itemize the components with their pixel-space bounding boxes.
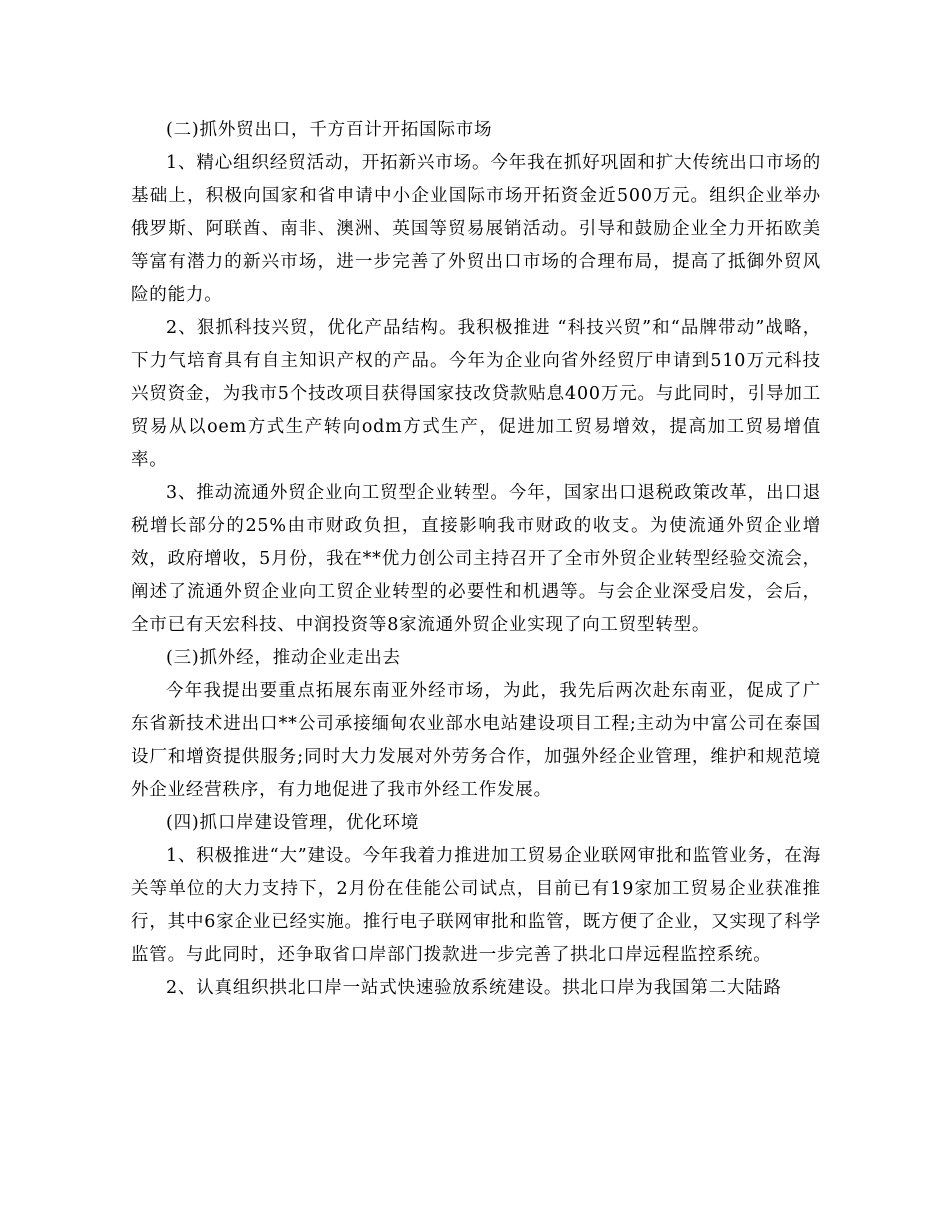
paragraph-online-approval: 1、积极推进“大”建设。今年我着力推进加工贸易企业联网审批和监管业务，在海关等单位的大力支持下，2月份在佳能公司试点，目前已有19家加工贸易企业获准推行，其中6家企业已经实施。推行电子联网审批和监管，既方便了企业，又实现了科学监管。与此同时，还争取省口岸部门拨款进一步完善了拱北口岸远程监控系统。 [131,846,821,965]
paragraph-trade-activities: 1、精心组织经贸活动，开拓新兴市场。今年我在抓好巩固和扩大传统出口市场的基础上，积极向国家和省申请中小企业国际市场开拓资金近500万元。组织企业举办俄罗斯、阿联酋、南非、澳洲、英国等贸易展销活动。引导和鼓励企业全力开拓欧美等富有潜力的新兴市场，进一步完善了外贸出口市场的合理布局，提高了抵御外贸风险的能力。 [131,153,821,305]
section-heading-foreign-economic: (三)抓外经，推动企业走出去 [166,648,401,668]
section-heading-trade-export: (二)抓外贸出口，千方百计开拓国际市场 [166,120,493,140]
paragraph-tech-trade: 2、狠抓科技兴贸，优化产品结构。我积极推进 “科技兴贸”和“品牌带动”战略，下力气培育具有自主知识产权的产品。今年为企业向省外经贸厅申请到510万元科技兴贸资金，为我市5个技改项目获得国家技改贷款贴息400万元。与此同时，引导加工贸易从以oem方式生产转向odm方式生产，促进加工贸易增效，提高加工贸易增值率。 [131,318,821,470]
paragraph-gongbei-port: 2、认真组织拱北口岸一站式快速验放系统建设。拱北口岸为我国第二大陆路 [166,978,782,998]
section-heading-port-construction: (四)抓口岸建设管理，优化环境 [166,813,420,833]
paragraph-southeast-asia: 今年我提出要重点拓展东南亚外经市场，为此，我先后两次赴东南亚，促成了广东省新技术进出口**公司承接缅甸农业部水电站建设项目工程;主动为中富公司在泰国设厂和增资提供服务;同时大力发展对外劳务合作，加强外经企业管理，维护和规范境外企业经营秩序，有力地促进了我市外经工作发展。 [131,681,821,800]
document-body [131,114,821,1005]
paragraph-enterprise-transformation: 3、推动流通外贸企业向工贸型企业转型。今年，国家出口退税政策改革，出口退税增长部分的25%由市财政负担，直接影响我市财政的收支。为使流通外贸企业增效，政府增收，5月份，我在**优力创公司主持召开了全市外贸企业转型经验交流会，阐述了流通外贸企业向工贸企业转型的必要性和机遇等。与会企业深受启发，会后，全市已有天宏科技、中润投资等8家流通外贸企业实现了向工贸型转型。 [131,483,821,635]
